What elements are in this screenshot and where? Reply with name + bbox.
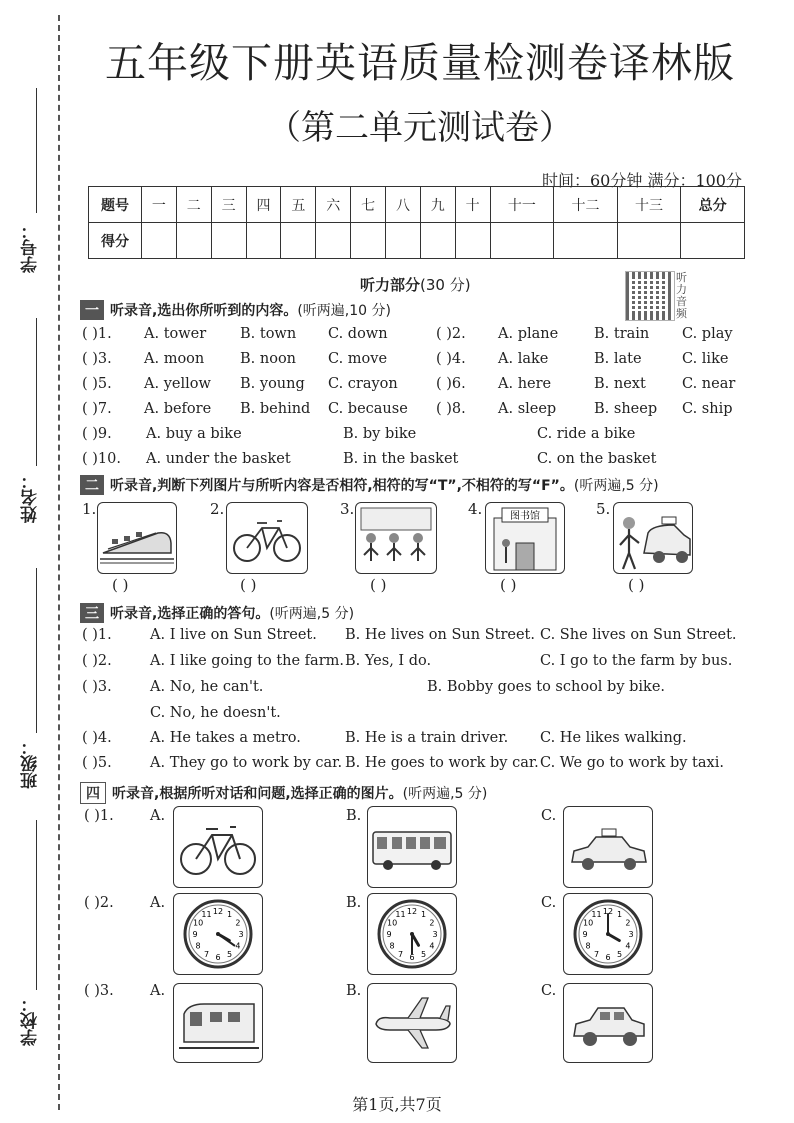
option-c: C. ride a bike	[537, 426, 636, 442]
option-a: A. lake	[498, 351, 549, 367]
clock-icon	[564, 894, 652, 974]
question-number: ( )5.	[82, 376, 112, 392]
score-cell[interactable]	[617, 223, 681, 259]
svg-text:9: 9	[192, 930, 198, 939]
option-label: B.	[346, 895, 362, 911]
option-bus-picture[interactable]	[367, 806, 457, 888]
column-header: 四	[246, 187, 281, 223]
score-cell[interactable]	[176, 223, 211, 259]
part4-heading: 四 听录音,根据所听对话和问题,选择正确的图片。(听两遍,5 分)	[80, 782, 487, 804]
option-a: A. moon	[144, 351, 205, 367]
option-a: A. I live on Sun Street.	[150, 627, 317, 643]
option-b: B. late	[594, 351, 642, 367]
option-c: C. ship	[682, 401, 733, 417]
option-b: B. He goes to work by car.	[345, 755, 539, 771]
svg-text:4: 4	[429, 941, 435, 951]
score-cell[interactable]	[142, 223, 177, 259]
option-a: A. sleep	[498, 401, 557, 417]
svg-text:11: 11	[591, 910, 602, 920]
page-footer: 第1页,共7页	[352, 1095, 442, 1114]
option-car-picture[interactable]	[563, 983, 653, 1063]
car-icon	[564, 984, 652, 1062]
svg-text:5: 5	[420, 949, 427, 959]
column-header: 五	[281, 187, 316, 223]
column-header: 七	[351, 187, 386, 223]
svg-text:5: 5	[226, 949, 233, 959]
svg-text:6: 6	[409, 953, 415, 962]
item-number: 2.	[210, 500, 225, 518]
option-c: C. She lives on Sun Street.	[540, 627, 737, 643]
column-header: 九	[420, 187, 455, 223]
question-number: ( )1.	[82, 627, 112, 643]
svg-text:6: 6	[605, 953, 611, 962]
question-number: ( )7.	[82, 401, 112, 417]
question-number: ( )10.	[82, 451, 121, 467]
option-a: A. under the basket	[146, 451, 291, 467]
score-table	[88, 186, 745, 259]
header-label: 题号	[89, 187, 142, 223]
library-icon	[486, 503, 564, 573]
option-label: C.	[541, 808, 557, 824]
class-line	[36, 568, 37, 733]
option-c: C. move	[328, 351, 388, 367]
option-c: C. No, he doesn't.	[150, 705, 281, 721]
option-a: A. yellow	[144, 376, 211, 392]
binding-dashed-line	[58, 15, 60, 1110]
option-train-picture[interactable]	[173, 983, 263, 1063]
option-b: B. in the basket	[343, 451, 459, 467]
score-cell[interactable]	[211, 223, 246, 259]
question-number: ( )1.	[82, 326, 112, 342]
score-cell[interactable]	[554, 223, 618, 259]
svg-text:3: 3	[628, 930, 634, 939]
svg-text:10: 10	[583, 918, 594, 928]
option-b: B. by bike	[343, 426, 417, 442]
svg-text:5: 5	[616, 949, 623, 959]
student-number-line	[36, 88, 37, 213]
option-b: B. noon	[240, 351, 297, 367]
option-c: C. like	[682, 351, 729, 367]
bicycle-icon	[227, 503, 307, 573]
svg-text:1: 1	[616, 910, 623, 920]
question-number: ( )4.	[82, 730, 112, 746]
column-header: 一	[142, 187, 177, 223]
svg-text:7: 7	[593, 949, 600, 959]
svg-text:12: 12	[406, 907, 418, 916]
people-icon	[356, 503, 436, 573]
page-title: 五年级下册英语质量检测卷译林版	[105, 39, 735, 87]
option-b: B. town	[240, 326, 297, 342]
option-label: C.	[541, 895, 557, 911]
svg-text:1: 1	[226, 910, 233, 920]
score-label: 得分	[89, 223, 142, 259]
svg-text:7: 7	[397, 949, 404, 959]
question-number: ( )9.	[82, 426, 112, 442]
answer-paren[interactable]: ( )	[500, 576, 517, 594]
option-c: C. play	[682, 326, 733, 342]
taxi-icon	[614, 503, 692, 573]
score-cell[interactable]	[490, 223, 554, 259]
school-line	[36, 820, 37, 990]
option-clock-b-picture[interactable]	[367, 893, 457, 975]
column-header: 二	[176, 187, 211, 223]
option-c: C. near	[682, 376, 736, 392]
part4-question-number: ( )1.	[84, 808, 114, 824]
svg-text:2: 2	[429, 918, 435, 928]
option-a: A. He takes a metro.	[150, 730, 301, 746]
item-number: 5.	[596, 500, 611, 518]
column-header: 十二	[554, 187, 618, 223]
svg-text:11: 11	[201, 910, 212, 920]
score-cell[interactable]	[246, 223, 281, 259]
bus-icon	[368, 807, 456, 887]
score-cell[interactable]	[281, 223, 316, 259]
plane-icon	[368, 984, 456, 1062]
column-header: 六	[316, 187, 351, 223]
option-c: C. because	[328, 401, 408, 417]
option-c: C. crayon	[328, 376, 398, 392]
svg-text:4: 4	[235, 941, 241, 951]
item-number: 4.	[468, 500, 483, 518]
part2-heading: 二 听录音,判断下列图片与所听内容是否相符,相符的写“T”,不相符的写“F”。(听两遍,5 分)	[80, 475, 659, 495]
column-header: 总分	[681, 187, 745, 223]
street-people-picture	[355, 502, 437, 574]
school-label: 学校：	[21, 995, 41, 1046]
score-cell[interactable]	[420, 223, 455, 259]
part4-question-number: ( )3.	[84, 983, 114, 999]
option-b: B. sheep	[594, 401, 658, 417]
option-clock-c-picture[interactable]	[563, 893, 653, 975]
option-b: B. young	[240, 376, 305, 392]
qr-code-icon[interactable]	[625, 271, 675, 321]
column-header: 三	[211, 187, 246, 223]
option-b: B. Bobby goes to school by bike.	[427, 679, 666, 695]
bicycle-picture	[226, 502, 308, 574]
answer-paren[interactable]: ( )	[628, 576, 645, 594]
svg-text:9: 9	[582, 930, 588, 939]
option-clock-a-picture[interactable]	[173, 893, 263, 975]
question-number: ( )5.	[82, 755, 112, 771]
question-number: ( )3.	[82, 351, 112, 367]
score-table-score-row	[89, 223, 745, 259]
train-icon	[174, 984, 262, 1062]
svg-text:3: 3	[432, 930, 438, 939]
column-header: 八	[386, 187, 421, 223]
page-subtitle: （第二单元测试卷）	[267, 108, 573, 148]
svg-text:12: 12	[212, 907, 224, 916]
svg-text:2: 2	[235, 918, 241, 928]
option-c: C. He likes walking.	[540, 730, 687, 746]
option-plane-picture[interactable]	[367, 983, 457, 1063]
option-label: B.	[346, 983, 362, 999]
option-bicycle-picture[interactable]	[173, 806, 263, 888]
library-sign: 图书馆	[510, 511, 540, 522]
option-b: B. next	[594, 376, 646, 392]
train-picture	[97, 502, 177, 574]
svg-text:6: 6	[215, 953, 221, 962]
question-number: ( )6.	[436, 376, 466, 392]
question-number: ( )4.	[436, 351, 466, 367]
svg-text:11: 11	[395, 910, 406, 920]
option-label: A.	[150, 983, 166, 999]
option-c: C. down	[328, 326, 388, 342]
answer-paren[interactable]: ( )	[240, 576, 257, 594]
clock-icon	[368, 894, 456, 974]
library-picture	[485, 502, 565, 574]
score-table-header-row	[89, 187, 745, 223]
svg-text:8: 8	[195, 941, 201, 951]
part3-heading: 三 听录音,选择正确的答句。(听两遍,5 分)	[80, 603, 354, 623]
answer-paren[interactable]: ( )	[370, 576, 387, 594]
column-header: 十三	[617, 187, 681, 223]
item-number: 1.	[82, 500, 97, 518]
option-a: A. before	[144, 401, 212, 417]
svg-text:10: 10	[387, 918, 398, 928]
name-label: 姓名：	[21, 472, 41, 523]
option-b: B. Yes, I do.	[345, 653, 432, 669]
column-header: 十	[455, 187, 490, 223]
option-b: B. train	[594, 326, 650, 342]
student-number-label: 学号：	[21, 222, 41, 273]
option-c: C. We go to work by taxi.	[540, 755, 724, 771]
column-header: 十一	[490, 187, 554, 223]
question-number: ( )8.	[436, 401, 466, 417]
option-a: A. No, he can't.	[150, 679, 264, 695]
score-cell[interactable]	[316, 223, 351, 259]
svg-text:2: 2	[625, 918, 631, 928]
option-a: A. plane	[498, 326, 559, 342]
taxi-icon	[564, 807, 652, 887]
svg-text:9: 9	[386, 930, 392, 939]
option-label: B.	[346, 808, 362, 824]
train-icon	[98, 503, 176, 573]
option-label: A.	[150, 895, 166, 911]
option-label: C.	[541, 983, 557, 999]
option-c: C. I go to the farm by bus.	[540, 653, 733, 669]
option-a: A. I like going to the farm.	[150, 653, 344, 669]
item-number: 3.	[340, 500, 355, 518]
option-a: A. here	[498, 376, 552, 392]
svg-text:8: 8	[585, 941, 591, 951]
score-cell[interactable]	[386, 223, 421, 259]
score-cell[interactable]	[455, 223, 490, 259]
score-cell[interactable]	[351, 223, 386, 259]
answer-paren[interactable]: ( )	[112, 576, 129, 594]
class-label: 班级：	[21, 738, 41, 789]
listening-section-title: 听力部分(30 分)	[360, 276, 471, 294]
part1-heading: 一 听录音,选出你所听到的内容。(听两遍,10 分)	[80, 300, 391, 320]
time-info: 时间：60分钟 满分：100分	[542, 171, 742, 190]
question-number: ( )2.	[82, 653, 112, 669]
bicycle-icon	[174, 807, 262, 887]
question-number: ( )3.	[82, 679, 112, 695]
svg-text:3: 3	[238, 930, 244, 939]
svg-text:4: 4	[625, 941, 631, 951]
option-taxi-picture[interactable]	[563, 806, 653, 888]
score-cell[interactable]	[681, 223, 745, 259]
svg-text:8: 8	[389, 941, 395, 951]
option-c: C. on the basket	[537, 451, 657, 467]
option-b: B. He is a train driver.	[345, 730, 509, 746]
svg-text:1: 1	[420, 910, 427, 920]
svg-text:10: 10	[193, 918, 204, 928]
option-label: A.	[150, 808, 166, 824]
svg-text:12: 12	[602, 907, 614, 916]
name-line	[36, 318, 37, 466]
option-a: A. buy a bike	[146, 426, 242, 442]
option-a: A. tower	[144, 326, 207, 342]
option-b: B. He lives on Sun Street.	[345, 627, 535, 643]
taxi-driver-picture	[613, 502, 693, 574]
clock-icon	[174, 894, 262, 974]
svg-text:7: 7	[203, 949, 210, 959]
qr-caption: 听力音频	[676, 271, 687, 320]
question-number: ( )2.	[436, 326, 466, 342]
option-b: B. behind	[240, 401, 311, 417]
part4-question-number: ( )2.	[84, 895, 114, 911]
option-a: A. They go to work by car.	[150, 755, 343, 771]
